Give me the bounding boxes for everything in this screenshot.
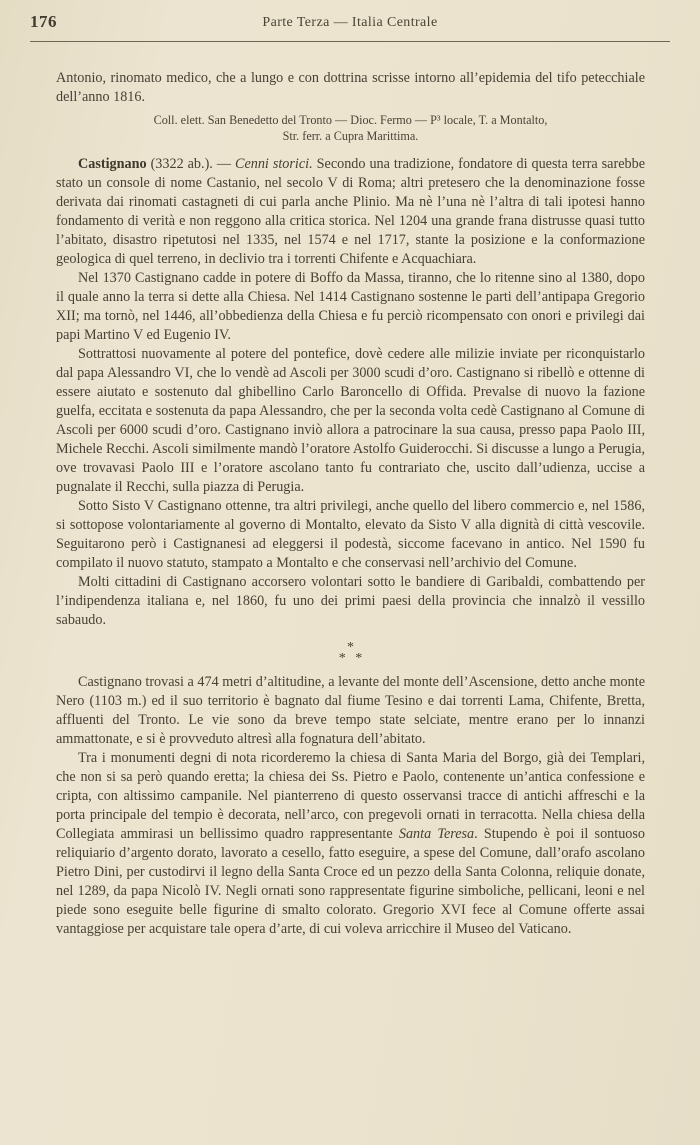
castignano-population: (3322 ab.). — (146, 156, 235, 172)
page-number: 176 (30, 12, 57, 31)
running-title: Parte Terza — Italia Centrale (262, 15, 438, 30)
castignano-bold-lead: Castignano (78, 156, 147, 172)
divider-asterisk-bottom: * * (338, 651, 363, 666)
page-body (56, 69, 645, 939)
paragraph-sottrattosi: Sottrattosi nuovamente al potere del pontefice, dovè cedere alle milizie inviate per riconquistarlo dal papa Alessandro VI, che lo vendè ad Ascoli per 3000 scudi d’oro. Castignano si ribellò e ottenne di essere aiutato e sostenuto dal ghibellino Carlo Baroncello di Offida. Prevalse di nuovo la fazione guelfa, eccitata e sostenuta da papa Alessandro, che per la seconda volta cedè Castignano al Comune di Ascoli per 6000 scudi d’oro. Castignano inviò allora a patrocinare la sua causa, presso papa Paolo III, Michele Recchi. Ascoli similmente mandò l’oratore Astolfo Guiderocchi. Si discusse a lungo a Perugia, ove trovavasi Paolo III e l’oratore ascolano tanto fu contrariato che, uscito dall’udienza, uccise a pugnalate il Recchi, sulla piazza di Perugia. (56, 346, 645, 495)
paragraph-castignano-cenni-storici (56, 155, 645, 269)
paragraph-sisto-v: Sotto Sisto V Castignano ottenne, tra altri privilegi, anche quello del libero commercio e, nel 1586, si sottopose volontariamente al governo di Montalto, elevato da Sisto V alla dignità di città vescovile. Seguitarono però i Castignanesi ad eleggersi il podestà, siccome facevano in antico. Nel 1590 fu compilato il nuovo statuto, stampato a Montalto e che conservasi nell’archivio del Comune. (56, 498, 645, 571)
note-line-2: Str. ferr. a Cupra Marittima. (282, 129, 419, 143)
paragraph-antonio: Antonio, rinomato medico, che a lungo e con dottrina scrisse intorno all’epidemia del tifo petecchiale dell’anno 1816. (56, 70, 645, 105)
cenni-storici-label: Cenni storici. (234, 156, 313, 172)
page-header (30, 12, 670, 36)
header-rule (30, 41, 670, 42)
divider-asterisk-top: * (347, 640, 354, 655)
paragraph-monumenti (56, 749, 645, 939)
note-line-1: Coll. elett. San Benedetto del Tronto — Dioc. Fermo — P³ locale, T. a Montalto, (153, 113, 548, 127)
monumenti-text-after: . Stupendo è poi il sontuoso reliquiario d’argento dorato, lavorato a cesello, fatto eseguire, a spese del Comune, dall’orafo ascolano Pietro Dini, per custodirvi il legno della Santa Croce ed un pezzo della Santa Colonna, reliquie donate, nel 1289, da papa Nicolò IV. Negli ornati sono rappresentate figurine simboliche, pellicani, leoni e nel piede sono eseguite belle figurine di smalto colorato. Gregorio XVI fece al Comune offerte assai vantaggiose per acquistare tale opera d’arte, di cui voleva arricchire il Museo del Vaticano. (56, 826, 645, 937)
section-divider (56, 640, 645, 666)
monumenti-text-before: Tra i monumenti degni di nota ricorderemo la chiesa di Santa Maria del Borgo, già dei Templari, che non si sa però quando eretta; la chiesa dei Ss. Pietro e Paolo, contenente un’antica confessione e cripta, con altissimo campanile. Nel pianterreno di questo osservansi tracce di antichi affreschi e la porta principale del tempio è decorata, nell’arco, con pregevoli ornati in terracotta. Nella chiesa della Collegiata ammirasi un bellissimo quadro rappresentante (56, 750, 645, 842)
santa-teresa-title: Santa Teresa (398, 826, 475, 842)
paragraph-garibaldi: Molti cittadini di Castignano accorsero volontari sotto le bandiere di Garibaldi, combattendo per l’indipendenza italiana e, nel 1860, fu uno dei primi paesi della provincia che innalzò il vessillo sabaudo. (56, 574, 645, 628)
castignano-history-text: Secondo una tradizione, fondatore di questa terra sarebbe stato un console di nome Castanio, nel secolo V di Roma; altri pretesero che la denominazione fosse derivata dai rinomati castagneti di cui parla anche Plinio. Ma nè l’una nè l’altra di tali ipotesi hanno fondamento di verità e non reggono alla critica storica. Nel 1204 una grande frana distrusse quasi tutto l’abitato, disastro ripetutosi nel 1335, nel 1574 e nel 1717, stante la posizione e la conformazione geologica di quel terreno, in declivio tra i torrenti Chifente e Acquachiara. (56, 156, 645, 267)
paragraph-posizione: Castignano trovasi a 474 metri d’altitudine, a levante del monte dell’Ascensione, detto anche monte Nero (1103 m.) ed il suo territorio è bagnato dal fiume Tesino e dai torrenti Lama, Chifente, Bretta, affluenti del Tronto. Le vie sono da breve tempo state selciate, mentre erano per lo innanzi ammattonate, e si è provveduto altresì alla fognatura dell’abitato. (56, 674, 645, 747)
electoral-note (56, 112, 645, 144)
paragraph-boffo: Nel 1370 Castignano cadde in potere di Boffo da Massa, tiranno, che lo ritenne sino al 1380, dopo il quale anno la terra si dette alla Chiesa. Nel 1414 Castignano sostenne le parti dell’antipapa Gregorio XII; ma tornò, nel 1446, all’obbedienza della Chiesa e fu perciò ricompensato con onori e privilegi dai papi Martino V ed Eugenio IV. (56, 270, 645, 343)
